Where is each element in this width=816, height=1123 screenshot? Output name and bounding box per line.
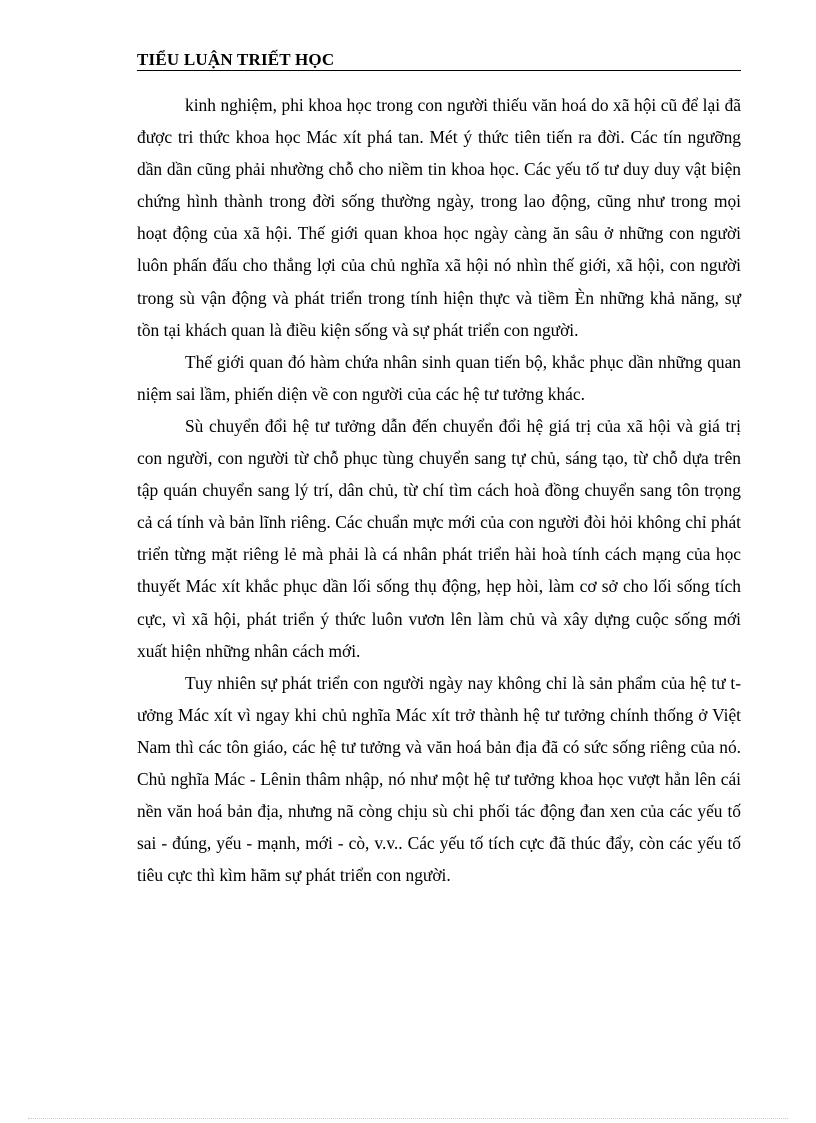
paragraph-2: Thế giới quan đó hàm chứa nhân sinh quan tiến bộ, khắc phục dần những quan niệm sai lầm, phiến diện về con người của các hệ tư tưởng khác.	[137, 351, 741, 404]
header-title: TIỂU LUẬN TRIẾT HỌC	[137, 50, 335, 69]
paragraph-1: kinh nghiệm, phi khoa học trong con người thiếu văn hoá do xã hội cũ để lại đã được tri thức khoa học Mác xít phá tan. Mét ý thức tiên tiến ra đời. Các tín ngưỡng dần dần cũng phải nhường chỗ cho niềm tin khoa học. Các yếu tố tư duy duy vật biện chứng hình thành trong đời sống thường ngày, trong lao động, cũng như trong mọi hoạt động của xã hội. Thế giới quan khoa học ngày càng ăn sâu ở những con người luôn phấn đấu cho thắng lợi của chủ nghĩa xã hội nó nhìn thế giới, xã hội, con người trong sù vận động và phát triển trong tính hiện thực và tiềm Èn những khả năng, sự tồn tại khách quan là điều kiện sống và sự phát triển con người.	[137, 95, 741, 340]
footer-divider	[28, 1118, 788, 1119]
page-header	[137, 50, 741, 71]
paragraph-3: Sù chuyển đổi hệ tư tưởng dẫn đến chuyển đổi hệ giá trị của xã hội và giá trị con người, con người từ chỗ phục tùng chuyển sang tự chủ, sáng tạo, từ chỗ dựa trên tập quán chuyển sang lý trí, dân chủ, từ chí tìm cách hoà đồng chuyển sang tôn trọng cả cá tính và bản lĩnh riêng. Các chuẩn mực mới của con người đòi hỏi không chỉ phát triển từng mặt riêng lẻ mà phải là cá nhân phát triển hài hoà tính cách mạng của học thuyết Mác xít khắc phục dần lối sống thụ động, hẹp hòi, làm cơ sở cho lối sống tích cực, vì xã hội, phát triển ý thức luôn vươn lên làm chủ và xây dựng cuộc sống mới xuất hiện những nhân cách mới.	[137, 415, 741, 661]
paragraph-4: Tuy nhiên sự phát triển con người ngày nay không chỉ là sản phẩm của hệ tư tưởng Mác xít vì ngay khi chủ nghĩa Mác xít trở thành hệ tư tưởng chính thống ở Việt Nam thì các tôn giáo, các hệ tư tưởng và văn hoá bản địa đã có sức sống riêng của nó. Chủ nghĩa Mác - Lênin thâm nhập, nó như một hệ tư tưởng khoa học vượt hẳn lên cái nền văn hoá bản địa, nhưng nã còng chịu sù chi phối tác động đan xen của các yếu tố sai - đúng, yếu - mạnh, mới - cò, v.v.. Các yếu tố tích cực đã thúc đẩy, còn các yếu tố tiêu cực thì kìm hãm sự phát triển con người.	[137, 672, 741, 886]
document-body	[137, 89, 741, 891]
